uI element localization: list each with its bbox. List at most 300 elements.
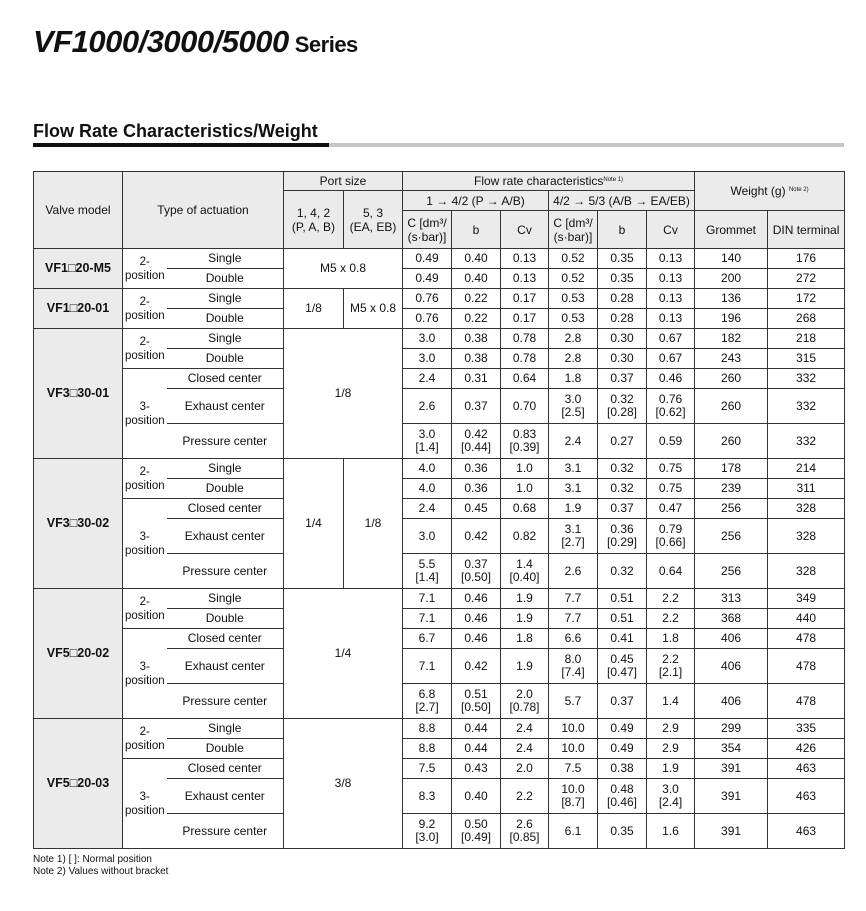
- flow-c2-cell: 0.52: [549, 269, 598, 289]
- port-e-cell: M5 x 0.8: [344, 289, 403, 329]
- flow-c2-cell: 7.7: [549, 609, 598, 629]
- header-flow-ab-to-e: 4/2 → 5/3 (A/B → EA/EB): [549, 191, 695, 211]
- flow-c2-cell: 5.7: [549, 684, 598, 719]
- valve-model-cell: VF3□30-02: [34, 459, 123, 589]
- actuation-cell: Closed center: [167, 759, 284, 779]
- actuation-cell: Single: [167, 289, 284, 309]
- actuation-cell: Closed center: [167, 499, 284, 519]
- din-weight-cell: 176: [768, 249, 845, 269]
- flow-cv1-cell: 0.82: [501, 519, 549, 554]
- flow-b2-cell: [598, 779, 647, 814]
- flow-b1-cell-value: 0.50 [0.49]: [460, 817, 492, 844]
- flow-c1-cell: 0.49: [403, 269, 452, 289]
- valve-model-cell: VF1□20-M5: [34, 249, 123, 289]
- flow-cv2-cell: 2.9: [647, 739, 695, 759]
- flow-cv2-cell: [647, 649, 695, 684]
- flow-cv2-cell: 0.13: [647, 289, 695, 309]
- position-cell-line2: position: [125, 804, 165, 817]
- flow-b2-cell: 0.51: [598, 589, 647, 609]
- header-grommet: Grommet: [695, 211, 768, 249]
- position-cell: [123, 629, 167, 719]
- flow-c2-cell-value: 3.1 [2.7]: [561, 522, 585, 549]
- port-p-cell: 1/8: [284, 289, 344, 329]
- flow-b1-cell: 0.44: [452, 719, 501, 739]
- grommet-weight-cell: 243: [695, 349, 768, 369]
- table-row: [34, 629, 845, 649]
- flow-c1-cell: 0.76: [403, 289, 452, 309]
- flow-cv2-cell: 0.75: [647, 479, 695, 499]
- actuation-cell: Single: [167, 719, 284, 739]
- flow-cv1-cell: 0.70: [501, 389, 549, 424]
- flow-b2-cell-value: 0.45 [0.47]: [606, 652, 638, 679]
- flow-c2-cell: 10.0: [549, 719, 598, 739]
- table-row: [34, 249, 845, 269]
- din-weight-cell: 463: [768, 779, 845, 814]
- position-cell: [123, 369, 167, 459]
- actuation-cell: Single: [167, 329, 284, 349]
- din-weight-cell: 426: [768, 739, 845, 759]
- section-rule-accent: [33, 143, 329, 147]
- actuation-cell: Pressure center: [167, 554, 284, 589]
- flow-b2-cell: 0.35: [598, 814, 647, 849]
- position-cell-line1: 2-: [139, 595, 150, 608]
- header-flow-rate-note: Note 1): [603, 177, 624, 183]
- flow-b2-cell: 0.30: [598, 349, 647, 369]
- flow-cv1-cell: 0.78: [501, 349, 549, 369]
- din-weight-cell: 332: [768, 369, 845, 389]
- flow-c1-cell: 8.8: [403, 719, 452, 739]
- header-c-2-line2: (s·bar)]: [553, 229, 593, 244]
- header-weight: [695, 172, 845, 211]
- footnote-2: Note 2) Values without bracket: [33, 866, 169, 877]
- flow-cv1-cell: 0.64: [501, 369, 549, 389]
- position-cell: [123, 329, 167, 369]
- grommet-weight-cell: 239: [695, 479, 768, 499]
- flow-cv1-cell: 0.13: [501, 269, 549, 289]
- flow-b2-cell: [598, 519, 647, 554]
- header-din-terminal: DIN terminal: [768, 211, 845, 249]
- flow-cv2-cell-value: 2.2 [2.1]: [658, 652, 683, 679]
- flow-b2-cell: [598, 649, 647, 684]
- flow-cv2-cell: [647, 779, 695, 814]
- table-row: [34, 459, 845, 479]
- flow-b1-cell-value: 0.51 [0.50]: [460, 687, 492, 714]
- flow-c1-cell: 7.1: [403, 649, 452, 684]
- position-cell-line1: 2-: [139, 255, 150, 268]
- flow-cv2-cell-value: 0.76 [0.62]: [655, 392, 686, 419]
- port-size-cell: M5 x 0.8: [284, 249, 403, 289]
- flow-cv1-cell: [501, 684, 549, 719]
- position-cell-line1: 2-: [139, 725, 150, 738]
- flow-cv1-cell: 0.17: [501, 289, 549, 309]
- header-flow-p-to-ab: 1 → 4/2 (P → A/B): [403, 191, 549, 211]
- flow-c2-cell: 0.53: [549, 309, 598, 329]
- grommet-weight-cell: 200: [695, 269, 768, 289]
- series-title-main: VF1000/3000/5000: [33, 24, 289, 59]
- grommet-weight-cell: 406: [695, 649, 768, 684]
- flow-b1-cell: [452, 684, 501, 719]
- flow-b2-cell: 0.32: [598, 479, 647, 499]
- position-cell: [123, 759, 167, 849]
- din-weight-cell: 268: [768, 309, 845, 329]
- actuation-cell: Double: [167, 609, 284, 629]
- position-cell-line2: position: [125, 674, 165, 687]
- flow-b2-cell-value: 0.32 [0.28]: [606, 392, 638, 419]
- flow-c2-cell: [549, 389, 598, 424]
- flow-c2-cell: 1.9: [549, 499, 598, 519]
- header-port-size: Port size: [284, 172, 403, 191]
- flow-cv1-cell: [501, 424, 549, 459]
- din-weight-cell: 272: [768, 269, 845, 289]
- flow-c1-cell: 2.4: [403, 499, 452, 519]
- flow-cv2-cell: 0.67: [647, 349, 695, 369]
- flow-cv2-cell: 1.6: [647, 814, 695, 849]
- position-cell-line2: position: [125, 609, 165, 622]
- din-weight-cell: 172: [768, 289, 845, 309]
- flow-c1-cell: 3.0: [403, 349, 452, 369]
- flow-cv1-cell-value: 1.4 [0.40]: [509, 557, 540, 584]
- actuation-cell: Pressure center: [167, 684, 284, 719]
- position-cell: [123, 499, 167, 589]
- flow-c2-cell-value: 3.0 [2.5]: [561, 392, 585, 419]
- flow-b1-cell: 0.46: [452, 589, 501, 609]
- flow-b1-cell: 0.44: [452, 739, 501, 759]
- position-cell-line2: position: [125, 269, 165, 282]
- flow-b1-cell: 0.37: [452, 389, 501, 424]
- flow-c2-cell: 0.52: [549, 249, 598, 269]
- header-port-p-line2: (P, A, B): [291, 219, 336, 234]
- flow-b2-cell: 0.32: [598, 459, 647, 479]
- flow-b2-cell: 0.41: [598, 629, 647, 649]
- flow-cv2-cell: 2.2: [647, 589, 695, 609]
- flow-b1-cell: 0.38: [452, 329, 501, 349]
- actuation-cell: Closed center: [167, 369, 284, 389]
- flow-b1-cell: 0.22: [452, 289, 501, 309]
- flow-cv2-cell: 0.75: [647, 459, 695, 479]
- actuation-cell: Single: [167, 459, 284, 479]
- flow-b1-cell: [452, 554, 501, 589]
- grommet-weight-cell: 136: [695, 289, 768, 309]
- flow-b2-cell: 0.28: [598, 289, 647, 309]
- actuation-cell: Exhaust center: [167, 389, 284, 424]
- actuation-cell: Single: [167, 589, 284, 609]
- grommet-weight-cell: 368: [695, 609, 768, 629]
- footnotes: [33, 854, 168, 878]
- flow-cv2-cell-value: 3.0 [2.4]: [658, 782, 683, 809]
- flow-cv1-cell-value: 2.6 [0.85]: [509, 817, 540, 844]
- din-weight-cell: 349: [768, 589, 845, 609]
- flow-cv1-cell: 1.8: [501, 629, 549, 649]
- flow-c2-cell: 2.4: [549, 424, 598, 459]
- footnote-1: Note 1) [ ]: Normal position: [33, 854, 152, 865]
- flow-b1-cell: [452, 424, 501, 459]
- port-size-cell: 1/8: [284, 329, 403, 459]
- flow-b1-cell: 0.40: [452, 269, 501, 289]
- flow-b1-cell: 0.46: [452, 609, 501, 629]
- flow-c1-cell: 7.5: [403, 759, 452, 779]
- flow-c1-cell-value: 9.2 [3.0]: [415, 817, 439, 844]
- header-port-p: [284, 191, 344, 249]
- flow-b1-cell: 0.36: [452, 459, 501, 479]
- table-row: [34, 719, 845, 739]
- position-cell: [123, 459, 167, 499]
- din-weight-cell: 478: [768, 684, 845, 719]
- din-weight-cell: 328: [768, 519, 845, 554]
- flow-c2-cell: 7.5: [549, 759, 598, 779]
- flow-cv2-cell: 0.59: [647, 424, 695, 459]
- flow-cv1-cell-value: 2.0 [0.78]: [509, 687, 540, 714]
- actuation-cell: Double: [167, 739, 284, 759]
- position-cell-line1: 3-: [139, 530, 150, 543]
- header-port-e-line2: (EA, EB): [349, 219, 397, 234]
- flow-b2-cell: 0.38: [598, 759, 647, 779]
- port-size-cell: 3/8: [284, 719, 403, 849]
- din-weight-cell: 478: [768, 649, 845, 684]
- header-port-p-line1: 1, 4, 2: [296, 205, 331, 220]
- flow-cv2-cell: [647, 519, 695, 554]
- flow-b1-cell-value: 0.42 [0.44]: [460, 427, 492, 454]
- flow-c2-cell: 7.7: [549, 589, 598, 609]
- flow-b1-cell: 0.45: [452, 499, 501, 519]
- header-b-2: b: [598, 211, 647, 249]
- flow-rate-weight-table: [33, 171, 845, 849]
- grommet-weight-cell: 140: [695, 249, 768, 269]
- grommet-weight-cell: 178: [695, 459, 768, 479]
- din-weight-cell: 315: [768, 349, 845, 369]
- flow-c2-cell: 0.53: [549, 289, 598, 309]
- table-row: [34, 499, 845, 519]
- header-c-1: [403, 211, 452, 249]
- flow-c2-cell-value: 10.0 [8.7]: [561, 782, 585, 809]
- position-cell-line2: position: [125, 739, 165, 752]
- grommet-weight-cell: 260: [695, 389, 768, 424]
- grommet-weight-cell: 196: [695, 309, 768, 329]
- port-size-cell: 1/4: [284, 589, 403, 719]
- flow-c1-cell: 6.7: [403, 629, 452, 649]
- series-title: [33, 26, 358, 57]
- flow-cv1-cell: 0.78: [501, 329, 549, 349]
- port-e-cell: 1/8: [344, 459, 403, 589]
- valve-model-cell: VF5□20-02: [34, 589, 123, 719]
- table-row: [34, 329, 845, 349]
- valve-model-cell: VF3□30-01: [34, 329, 123, 459]
- header-valve-model: Valve model: [34, 172, 123, 249]
- flow-c2-cell: 1.8: [549, 369, 598, 389]
- flow-c2-cell: 6.1: [549, 814, 598, 849]
- table-body: [34, 249, 845, 849]
- grommet-weight-cell: 313: [695, 589, 768, 609]
- flow-cv1-cell: 1.0: [501, 479, 549, 499]
- flow-c2-cell: 6.6: [549, 629, 598, 649]
- actuation-cell: Pressure center: [167, 814, 284, 849]
- flow-cv1-cell: [501, 814, 549, 849]
- grommet-weight-cell: 256: [695, 519, 768, 554]
- flow-cv2-cell: 2.9: [647, 719, 695, 739]
- din-weight-cell: 335: [768, 719, 845, 739]
- flow-cv2-cell: [647, 389, 695, 424]
- flow-b2-cell: 0.49: [598, 739, 647, 759]
- grommet-weight-cell: 256: [695, 554, 768, 589]
- flow-b1-cell: 0.43: [452, 759, 501, 779]
- header-c-1-line2: (s·bar)]: [407, 229, 447, 244]
- flow-cv1-cell: [501, 554, 549, 589]
- flow-cv1-cell: 1.0: [501, 459, 549, 479]
- flow-cv1-cell: 2.4: [501, 719, 549, 739]
- flow-cv2-cell: 2.2: [647, 609, 695, 629]
- flow-c1-cell: 3.0: [403, 329, 452, 349]
- flow-c1-cell: [403, 554, 452, 589]
- flow-cv2-cell: 1.9: [647, 759, 695, 779]
- header-port-e: [344, 191, 403, 249]
- header-b-1: b: [452, 211, 501, 249]
- flow-cv2-cell: 0.47: [647, 499, 695, 519]
- grommet-weight-cell: 299: [695, 719, 768, 739]
- actuation-cell: Single: [167, 249, 284, 269]
- flow-b2-cell: [598, 389, 647, 424]
- flow-b1-cell: 0.40: [452, 249, 501, 269]
- position-cell-line1: 3-: [139, 660, 150, 673]
- flow-c1-cell: 7.1: [403, 589, 452, 609]
- din-weight-cell: 218: [768, 329, 845, 349]
- grommet-weight-cell: 391: [695, 779, 768, 814]
- flow-b2-cell: 0.37: [598, 499, 647, 519]
- din-weight-cell: 463: [768, 814, 845, 849]
- grommet-weight-cell: 182: [695, 329, 768, 349]
- flow-cv2-cell: 0.13: [647, 269, 695, 289]
- position-cell-line1: 2-: [139, 295, 150, 308]
- flow-b1-cell: 0.42: [452, 519, 501, 554]
- din-weight-cell: 311: [768, 479, 845, 499]
- din-weight-cell: 332: [768, 389, 845, 424]
- din-weight-cell: 440: [768, 609, 845, 629]
- flow-cv1-cell: 2.2: [501, 779, 549, 814]
- header-cv-1: Cv: [501, 211, 549, 249]
- grommet-weight-cell: 391: [695, 814, 768, 849]
- position-cell-line2: position: [125, 309, 165, 322]
- grommet-weight-cell: 256: [695, 499, 768, 519]
- flow-b2-cell: 0.35: [598, 269, 647, 289]
- flow-c2-cell: 3.1: [549, 479, 598, 499]
- table-row: [34, 369, 845, 389]
- flow-cv1-cell-value: 0.83 [0.39]: [509, 427, 540, 454]
- position-cell-line1: 3-: [139, 790, 150, 803]
- grommet-weight-cell: 406: [695, 684, 768, 719]
- table-row: [34, 289, 845, 309]
- actuation-cell: Closed center: [167, 629, 284, 649]
- flow-b2-cell-value: 0.36 [0.29]: [606, 522, 638, 549]
- flow-b1-cell: 0.46: [452, 629, 501, 649]
- flow-c1-cell-value: 5.5 [1.4]: [415, 557, 439, 584]
- flow-b1-cell: 0.36: [452, 479, 501, 499]
- flow-b2-cell: 0.37: [598, 684, 647, 719]
- header-weight-label: Weight (g): [730, 184, 786, 198]
- flow-c1-cell: [403, 424, 452, 459]
- flow-b2-cell: 0.37: [598, 369, 647, 389]
- actuation-cell: Double: [167, 479, 284, 499]
- din-weight-cell: 214: [768, 459, 845, 479]
- flow-c1-cell-value: 6.8 [2.7]: [415, 687, 439, 714]
- flow-b1-cell: 0.38: [452, 349, 501, 369]
- header-flow-rate-label: Flow rate characteristics: [473, 174, 604, 188]
- flow-cv1-cell: 1.9: [501, 649, 549, 684]
- flow-cv1-cell: 0.17: [501, 309, 549, 329]
- table-row: [34, 589, 845, 609]
- section-rule: [33, 143, 844, 147]
- flow-cv2-cell: 0.13: [647, 309, 695, 329]
- flow-b1-cell: [452, 814, 501, 849]
- flow-cv2-cell: 0.46: [647, 369, 695, 389]
- din-weight-cell: 463: [768, 759, 845, 779]
- section-title: Flow Rate Characteristics/Weight: [33, 121, 318, 141]
- position-cell: [123, 289, 167, 329]
- flow-b2-cell: 0.51: [598, 609, 647, 629]
- valve-model-cell: VF5□20-03: [34, 719, 123, 849]
- flow-cv2-cell: 0.67: [647, 329, 695, 349]
- flow-cv1-cell: 2.4: [501, 739, 549, 759]
- actuation-cell: Double: [167, 269, 284, 289]
- flow-c2-cell: 2.8: [549, 329, 598, 349]
- din-weight-cell: 332: [768, 424, 845, 459]
- header-flow-rate: [403, 172, 695, 191]
- position-cell-line2: position: [125, 479, 165, 492]
- flow-b1-cell: 0.40: [452, 779, 501, 814]
- series-title-suffix: Series: [294, 32, 358, 57]
- flow-b2-cell: 0.27: [598, 424, 647, 459]
- flow-cv1-cell: 1.9: [501, 609, 549, 629]
- flow-b1-cell-value: 0.37 [0.50]: [460, 557, 492, 584]
- flow-c2-cell: [549, 779, 598, 814]
- flow-c2-cell: [549, 519, 598, 554]
- grommet-weight-cell: 406: [695, 629, 768, 649]
- grommet-weight-cell: 391: [695, 759, 768, 779]
- header-c-1-line1: C [dm³/: [407, 215, 447, 230]
- header-weight-note: Note 2): [788, 187, 809, 193]
- position-cell-line2: position: [125, 414, 165, 427]
- header-cv-2: Cv: [647, 211, 695, 249]
- header-c-2: [549, 211, 598, 249]
- table-row: [34, 759, 845, 779]
- flow-c1-cell: 0.49: [403, 249, 452, 269]
- actuation-cell: Exhaust center: [167, 649, 284, 684]
- grommet-weight-cell: 260: [695, 369, 768, 389]
- din-weight-cell: 328: [768, 499, 845, 519]
- actuation-cell: Exhaust center: [167, 519, 284, 554]
- position-cell: [123, 249, 167, 289]
- port-p-cell: 1/4: [284, 459, 344, 589]
- position-cell-line1: 3-: [139, 400, 150, 413]
- header-type-of-actuation: Type of actuation: [123, 172, 284, 249]
- grommet-weight-cell: 354: [695, 739, 768, 759]
- flow-c1-cell: 8.8: [403, 739, 452, 759]
- actuation-cell: Exhaust center: [167, 779, 284, 814]
- actuation-cell: Double: [167, 349, 284, 369]
- header-c-2-line1: C [dm³/: [553, 215, 593, 230]
- din-weight-cell: 328: [768, 554, 845, 589]
- flow-c2-cell: 2.8: [549, 349, 598, 369]
- position-cell-line2: position: [125, 349, 165, 362]
- flow-c1-cell: 0.76: [403, 309, 452, 329]
- flow-cv1-cell: 2.0: [501, 759, 549, 779]
- flow-c2-cell: [549, 649, 598, 684]
- flow-b1-cell: 0.31: [452, 369, 501, 389]
- actuation-cell: Double: [167, 309, 284, 329]
- flow-cv2-cell: 1.8: [647, 629, 695, 649]
- flow-b2-cell: 0.28: [598, 309, 647, 329]
- flow-cv1-cell: 1.9: [501, 589, 549, 609]
- flow-c1-cell: 2.4: [403, 369, 452, 389]
- flow-c2-cell: 10.0: [549, 739, 598, 759]
- flow-c2-cell: 2.6: [549, 554, 598, 589]
